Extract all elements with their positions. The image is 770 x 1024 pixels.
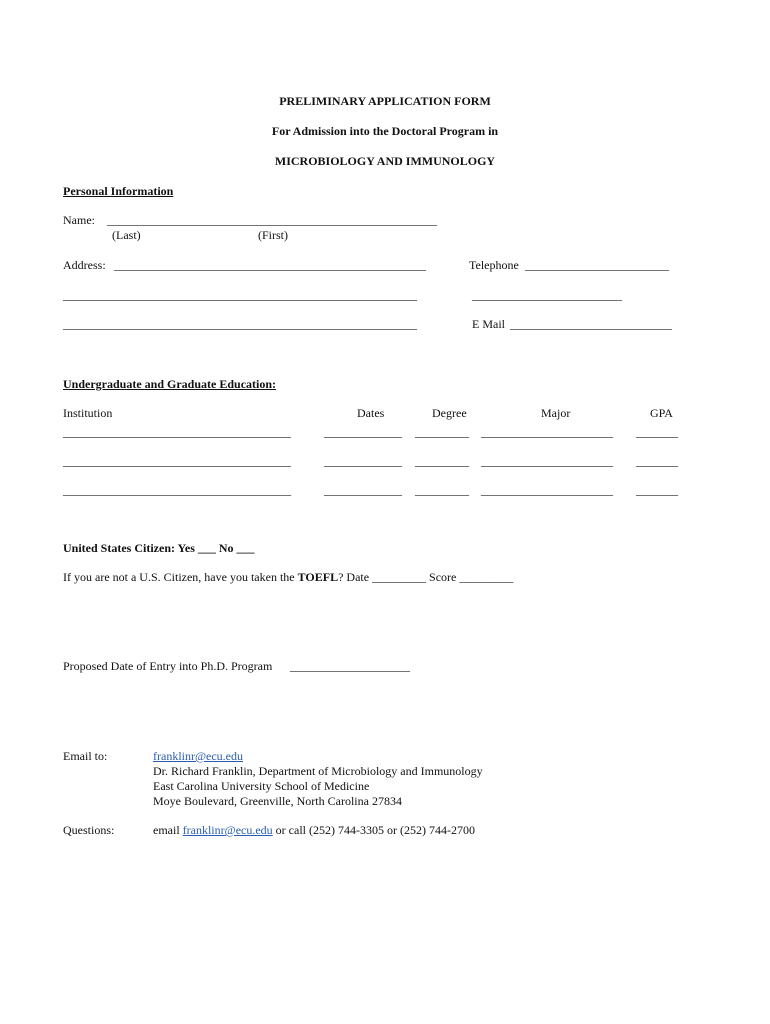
telephone-label: Telephone: [469, 258, 519, 272]
email-to-label: Email to:: [63, 749, 108, 763]
form-subtitle: For Admission into the Doctoral Program in: [271, 124, 499, 138]
questions-email-link[interactable]: franklinr@ecu.edu: [182, 823, 273, 837]
contact-name-line: Dr. Richard Franklin, Department of Microbiology and Immunology: [153, 764, 483, 778]
citizenship-question[interactable]: United States Citizen: Yes ___ No ___: [63, 541, 255, 555]
contact-email-link[interactable]: franklinr@ecu.edu: [153, 749, 244, 763]
dates-field-line[interactable]: _____________: [324, 425, 402, 439]
entry-date-label: Proposed Date of Entry into Ph.D. Program: [63, 659, 273, 673]
questions-label: Questions:: [63, 823, 115, 837]
degree-field-line[interactable]: _________: [415, 425, 469, 439]
gpa-field-line[interactable]: _______: [636, 454, 678, 468]
program-name: MICROBIOLOGY AND IMMUNOLOGY: [274, 154, 496, 168]
institution-field-line[interactable]: ______________________________________: [63, 483, 291, 497]
first-name-caption: (First): [258, 228, 288, 242]
column-header-institution: Institution: [63, 406, 113, 420]
toefl-question[interactable]: [63, 570, 513, 584]
contact-school-line: East Carolina University School of Medicine: [153, 779, 370, 793]
major-field-line[interactable]: ______________________: [481, 454, 613, 468]
toefl-prefix: If you are not a U.S. Citizen, have you taken the: [63, 570, 298, 584]
address-field-line-2[interactable]: ___________________________________________________________: [63, 288, 417, 302]
education-heading: Undergraduate and Graduate Education:: [63, 377, 277, 391]
institution-field-line[interactable]: ______________________________________: [63, 425, 291, 439]
degree-field-line[interactable]: _________: [415, 483, 469, 497]
questions-contact: [153, 823, 475, 837]
telephone-field-line[interactable]: ________________________: [525, 258, 669, 272]
degree-field-line[interactable]: _________: [415, 454, 469, 468]
column-header-dates: Dates: [357, 406, 385, 420]
questions-phone-text: or call (252) 744-3305 or (252) 744-2700: [272, 823, 475, 837]
toefl-word: TOEFL: [297, 570, 339, 584]
major-field-line[interactable]: ______________________: [481, 425, 613, 439]
address-label: Address:: [63, 258, 106, 272]
column-header-gpa: GPA: [650, 406, 673, 420]
name-field-line[interactable]: _______________________________________________________: [107, 213, 437, 227]
dates-field-line[interactable]: _____________: [324, 483, 402, 497]
contact-address-line: Moye Boulevard, Greenville, North Carolina 27834: [153, 794, 402, 808]
column-header-major: Major: [541, 406, 571, 420]
gpa-field-line[interactable]: _______: [636, 483, 678, 497]
name-label: Name:: [63, 213, 95, 227]
questions-email-prefix: email: [153, 823, 183, 837]
entry-date-field-line[interactable]: ____________________: [290, 659, 410, 673]
email-label: E Mail: [472, 317, 505, 331]
toefl-date-score[interactable]: ? Date _________ Score _________: [338, 570, 514, 584]
major-field-line[interactable]: ______________________: [481, 483, 613, 497]
dates-field-line[interactable]: _____________: [324, 454, 402, 468]
form-title: PRELIMINARY APPLICATION FORM: [279, 94, 491, 108]
institution-field-line[interactable]: ______________________________________: [63, 454, 291, 468]
address-field-line-1[interactable]: ____________________________________________________: [114, 258, 426, 272]
last-name-caption: (Last): [112, 228, 141, 242]
gpa-field-line[interactable]: _______: [636, 425, 678, 439]
personal-info-heading: Personal Information: [63, 184, 174, 198]
address-field-line-2-right[interactable]: _________________________: [472, 288, 622, 302]
address-field-line-3[interactable]: ___________________________________________________________: [63, 317, 417, 331]
email-field-line[interactable]: ___________________________: [510, 317, 672, 331]
column-header-degree: Degree: [432, 406, 467, 420]
